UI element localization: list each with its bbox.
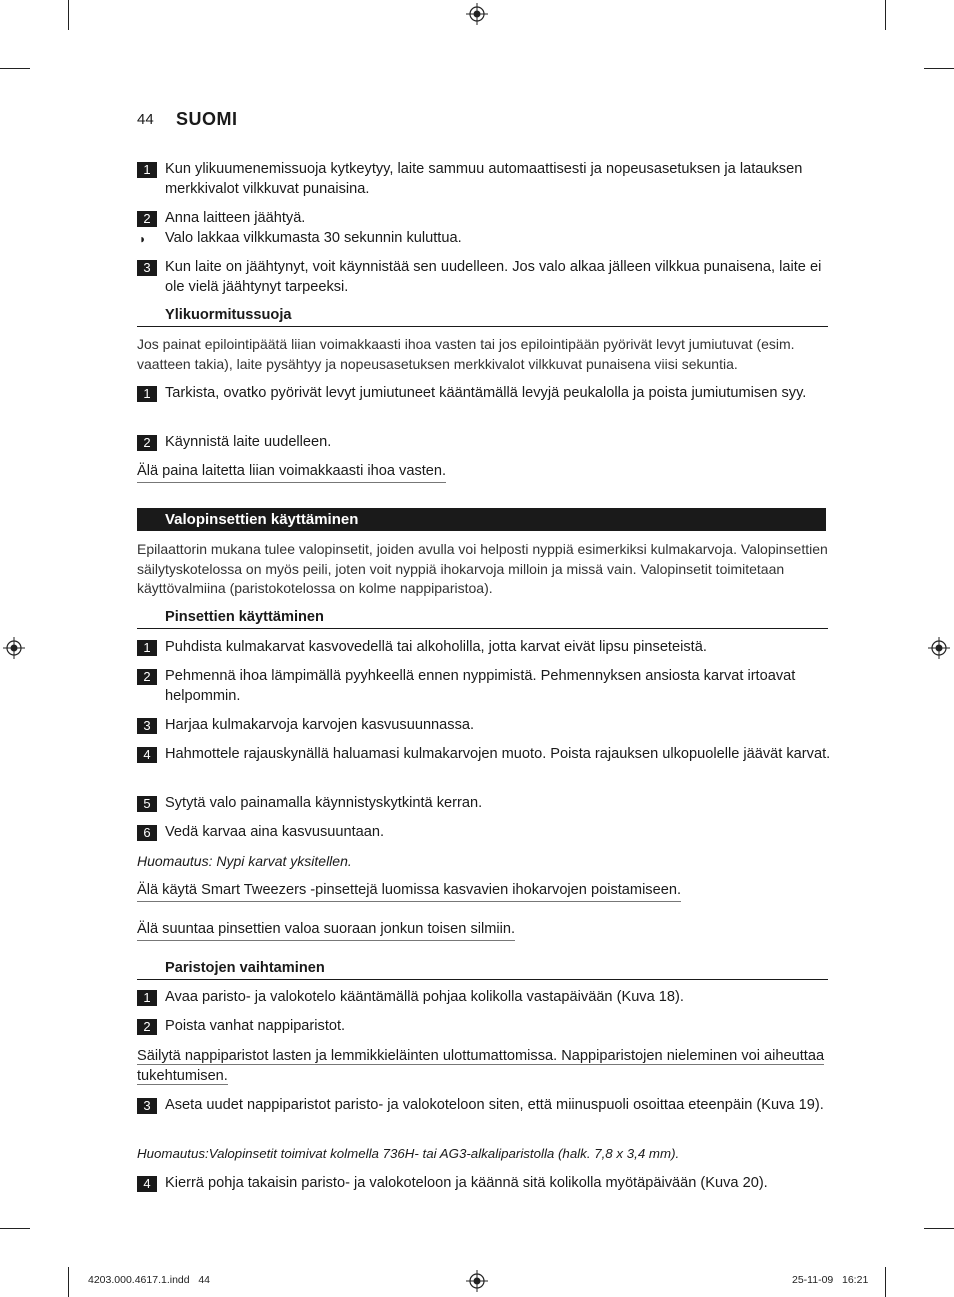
step-number: 1	[137, 386, 157, 402]
bullet-arrow-icon: ◗	[139, 232, 147, 246]
step-text: Poista vanhat nappiparistot.	[165, 1018, 346, 1034]
step-number: 5	[137, 796, 157, 812]
step-number: 4	[137, 1176, 157, 1192]
subheading-text: Paristojen vaihtaminen	[165, 960, 325, 976]
subheading-tweezers	[137, 608, 828, 629]
step-text: Kun laite on jäähtynyt, voit käynnistää sen uudelleen. Jos valo alkaa jälleen vilkkua punaisena, laite ei ole vielä jäähtynyt tarpeeksi.	[165, 259, 822, 295]
step-item	[137, 1096, 837, 1116]
step-number: 3	[137, 718, 157, 734]
subheading-text: Pinsettien käyttäminen	[165, 609, 324, 625]
step-text: Aseta uudet nappiparistot paristo- ja valokoteloon siten, että miinuspuoli osoittaa eteenpäin (Kuva 19).	[165, 1097, 824, 1113]
step-text: Avaa paristo- ja valokotelo kääntämällä pohjaa kolikolla vastapäivään (Kuva 18).	[165, 989, 684, 1005]
step-item	[137, 745, 837, 765]
batteries-note: Huomautus:Valopinsetit toimivat kolmella 736H- tai AG3-alkaliparistolla (halk. 7,8 x 3,4 mm).	[137, 1146, 680, 1161]
step-number: 6	[137, 825, 157, 841]
step-item	[137, 1017, 837, 1037]
footer-file-info: 4203.000.4617.1.indd 44	[88, 1274, 211, 1286]
crop-mark-top-left-v	[68, 0, 69, 30]
registration-mark-icon	[3, 637, 25, 659]
step-item	[137, 160, 837, 199]
crop-mark-top-right-h	[924, 68, 954, 69]
bullet-text: Valo lakkaa vilkkumasta 30 sekunnin kuluttua.	[165, 230, 462, 246]
registration-mark-icon	[466, 1270, 488, 1292]
step-item	[137, 384, 837, 404]
footer-date: 25-11-09 16:21	[792, 1274, 869, 1286]
step-text: Anna laitteen jäähtyä.	[165, 210, 306, 226]
step-item	[137, 433, 837, 453]
step-item	[137, 667, 837, 706]
step-text: Sytytä valo painamalla käynnistyskytkintä kerran.	[165, 795, 483, 811]
crop-mark-top-right-v	[885, 0, 886, 30]
registration-mark-icon	[466, 3, 488, 25]
step-item	[137, 823, 837, 843]
subheading-batteries	[137, 959, 828, 980]
step-number: 2	[137, 669, 157, 685]
step-number: 2	[137, 1019, 157, 1035]
step-item	[137, 1174, 837, 1194]
crop-mark-bottom-left-v	[68, 1267, 69, 1297]
step-number: 2	[137, 435, 157, 451]
step-text: Harjaa kulmakarvoja karvojen kasvusuunnassa.	[165, 717, 475, 733]
step-text: Vedä karvaa aina kasvusuuntaan.	[165, 824, 385, 840]
step-text: Hahmottele rajauskynällä haluamasi kulmakarvojen muoto. Poista rajauksen ulkopuolelle jäävät karvat.	[165, 746, 831, 762]
batteries-warning	[137, 1047, 825, 1086]
step-number: 1	[137, 640, 157, 656]
tweezers-warning-2: Älä suuntaa pinsettien valoa suoraan jonkun toisen silmiin.	[137, 920, 515, 941]
subheading-overload	[137, 306, 828, 327]
page-number: 44	[137, 111, 154, 128]
section-title: Valopinsettien käyttäminen	[165, 511, 359, 528]
registration-mark-icon	[928, 637, 950, 659]
step-item	[137, 988, 837, 1008]
step-text: Tarkista, ovatko pyörivät levyt jumiutuneet kääntämällä levyjä peukalolla ja poista jumiutumisen syy.	[165, 385, 807, 401]
step-number: 2	[137, 211, 157, 227]
step-item	[137, 716, 837, 736]
step-item	[137, 794, 837, 814]
crop-mark-bottom-left-h	[0, 1228, 30, 1229]
step-item	[137, 209, 837, 229]
step-item	[137, 258, 837, 297]
step-text: Pehmennä ihoa lämpimällä pyyhkeellä ennen nyppimistä. Pehmennyksen ansiosta karvat irtoavat helpommin.	[165, 668, 796, 704]
section-title-bar	[137, 508, 826, 531]
batteries-warning-text: Säilytä nappiparistot lasten ja lemmikkieläinten ulottumattomissa. Nappiparistojen nieleminen voi aiheuttaa tukehtumisen.	[137, 1048, 825, 1084]
step-text: Puhdista kulmakarvat kasvovedellä tai alkoholilla, jotta karvat eivät lipsu pinseteistä.	[165, 639, 707, 655]
overload-paragraph: Jos painat epilointipäätä liian voimakkaasti ihoa vasten tai jos epilointipään pyörivät levyt jumiutuvat (esim. vaatteen takia), laite pysähtyy ja nopeusasetuksen merkkivalot vilkkuvat punaisena viisi sekuntia.	[137, 336, 795, 372]
bullet-item	[137, 229, 837, 249]
step-number: 1	[137, 990, 157, 1006]
step-text: Kun ylikuumenemissuoja kytkeytyy, laite sammuu automaattisesti ja nopeusasetuksen ja latauksen merkkivalot vilkkuvat punaisina.	[165, 161, 803, 197]
subheading-text: Ylikuormitussuoja	[165, 307, 292, 323]
language-title: SUOMI	[176, 109, 238, 129]
crop-mark-bottom-right-v	[885, 1267, 886, 1297]
overload-warning: Älä paina laitetta liian voimakkaasti ihoa vasten.	[137, 462, 446, 483]
step-number: 3	[137, 260, 157, 276]
step-number: 1	[137, 162, 157, 178]
step-number: 3	[137, 1098, 157, 1114]
step-number: 4	[137, 747, 157, 763]
crop-mark-bottom-right-h	[924, 1228, 954, 1229]
tweezers-note: Huomautus: Nypi karvat yksitellen.	[137, 853, 352, 869]
crop-mark-top-left-h	[0, 68, 30, 69]
step-item	[137, 638, 837, 658]
section-paragraph: Epilaattorin mukana tulee valopinsetit, joiden avulla voi helposti nyppiä esimerkiksi kulmakarvoja. Valopinsettien säilytyskotelossa on myös peili, joten voit nyppiä ihokarvoja milloin ja missä vain. Valopinsetit toimitetaan käyttövalmiina (paristokotelossa on kolme nappiparistoa).	[137, 541, 828, 596]
step-text: Kierrä pohja takaisin paristo- ja valokoteloon ja käännä sitä kolikolla myötäpäivään (Kuva 20).	[165, 1175, 768, 1191]
tweezers-warning-1: Älä käytä Smart Tweezers -pinsettejä luomissa kasvavien ihokarvojen poistamiseen.	[137, 881, 681, 902]
step-text: Käynnistä laite uudelleen.	[165, 434, 332, 450]
